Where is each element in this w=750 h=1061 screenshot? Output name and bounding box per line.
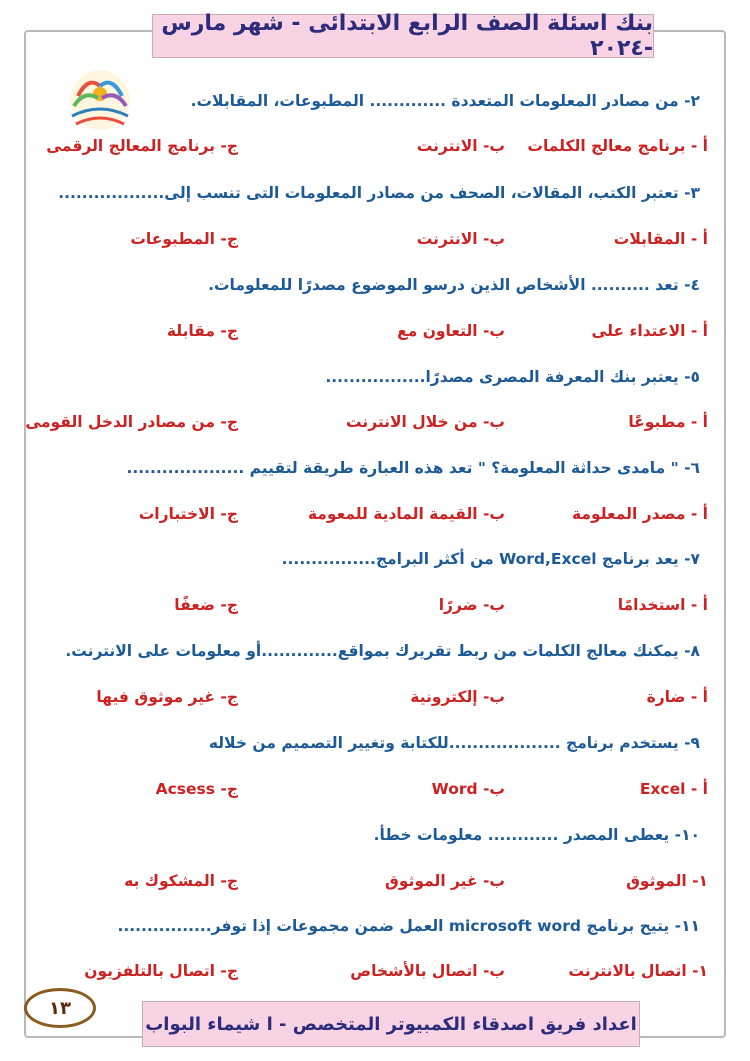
q3-option-c: ج- المطبوعات <box>130 230 238 248</box>
q6-option-b: ب- القيمة المادية للمعومة <box>307 505 505 523</box>
q6-option-c: ج- الاختبارات <box>138 505 238 523</box>
q10-option-b: ب- غير الموثوق <box>385 872 505 890</box>
question-2: ٢- من مصادر المعلومات المتعددة ............. المطبوعات، المقابلات. <box>190 92 700 110</box>
q3-option-b: ب- الانترنت <box>416 230 505 248</box>
q6-option-a: أ - مصدر المعلومة <box>572 505 708 523</box>
q5-option-c: ج- من مصادر الدخل القومى <box>25 413 238 431</box>
q9-option-c: ج- Acsess <box>155 780 238 798</box>
question-11: ١١- يتيح برنامج microsoft word العمل ضمن مجموعات إذا توفر................ <box>117 917 700 935</box>
q2-option-b: ب- الانترنت <box>416 137 505 155</box>
q4-option-a: أ - الاعتداء على <box>591 322 708 340</box>
q2-option-a: أ - برنامج معالج الكلمات <box>527 137 708 155</box>
q4-option-b: ب- التعاون مع <box>397 322 505 340</box>
footer-credit: اعداد فريق اصدقاء الكمبيوتر المتخصص - ا شيماء البواب <box>145 1013 637 1035</box>
page-title-text: بنك اسئلة الصف الرابع الابتدائى - شهر مارس -٢٠٢٤ <box>161 11 653 61</box>
q2-option-c: ج- برنامج المعالج الرقمى <box>46 137 238 155</box>
q3-option-a: أ - المقابلات <box>613 230 708 248</box>
page-title <box>152 11 654 61</box>
question-10: ١٠- يعطى المصدر ............ معلومات خطأ. <box>373 826 700 844</box>
q9-option-a: أ - Excel <box>639 780 708 798</box>
question-6: ٦- " مامدى حداثة المعلومة؟ " تعد هذه العبارة طريقة لتقييم .................... <box>126 459 700 477</box>
q11-option-c: ج- اتصال بالتلفزيون <box>84 962 238 980</box>
page-number: ١٣ <box>24 988 96 1028</box>
q8-option-b: ب- إلكترونية <box>410 688 505 706</box>
question-8: ٨- يمكنك معالج الكلمات من ربط تقريرك بمواقع.............أو معلومات على الانترنت. <box>65 642 700 660</box>
q8-option-c: ج- غير موثوق فيها <box>96 688 238 706</box>
q11-option-b: ب- اتصال بالأشخاص <box>350 962 505 980</box>
question-9: ٩- يستخدم برنامج ...................للكتابة وتغيير التصميم من خلاله <box>208 734 700 752</box>
q8-option-a: أ - ضارة <box>646 688 708 706</box>
q7-option-a: أ - استخدامًا <box>617 596 708 614</box>
question-4: ٤- تعد .......... الأشخاص الذين درسو الموضوع مصدرًا للمعلومات. <box>208 276 700 294</box>
footer-credit-box <box>142 1001 640 1047</box>
question-7: ٧- يعد برنامج Word,Excel من أكثر البرامج................ <box>281 550 700 568</box>
question-5: ٥- يعتبر بنك المعرفة المصرى مصدرًا................. <box>325 368 700 386</box>
team-logo-icon <box>58 66 142 142</box>
q11-option-a: ١- اتصال بالانترنت <box>568 962 708 980</box>
question-3: ٣- تعتبر الكتب، المقالات، الصحف من مصادر المعلومات التى تنسب إلى.................. <box>58 184 700 202</box>
q10-option-c: ج- المشكوك به <box>124 872 238 890</box>
q4-option-c: ج- مقابلة <box>166 322 238 340</box>
q10-option-a: ١- الموثوق <box>626 872 708 890</box>
q7-option-b: ب- ضررًا <box>438 596 505 614</box>
q7-option-c: ج- ضعفًا <box>174 596 238 614</box>
q5-option-a: أ - مطبوعًا <box>628 413 708 431</box>
q9-option-b: ب- Word <box>431 780 505 798</box>
q5-option-b: ب- من خلال الانترنت <box>345 413 505 431</box>
